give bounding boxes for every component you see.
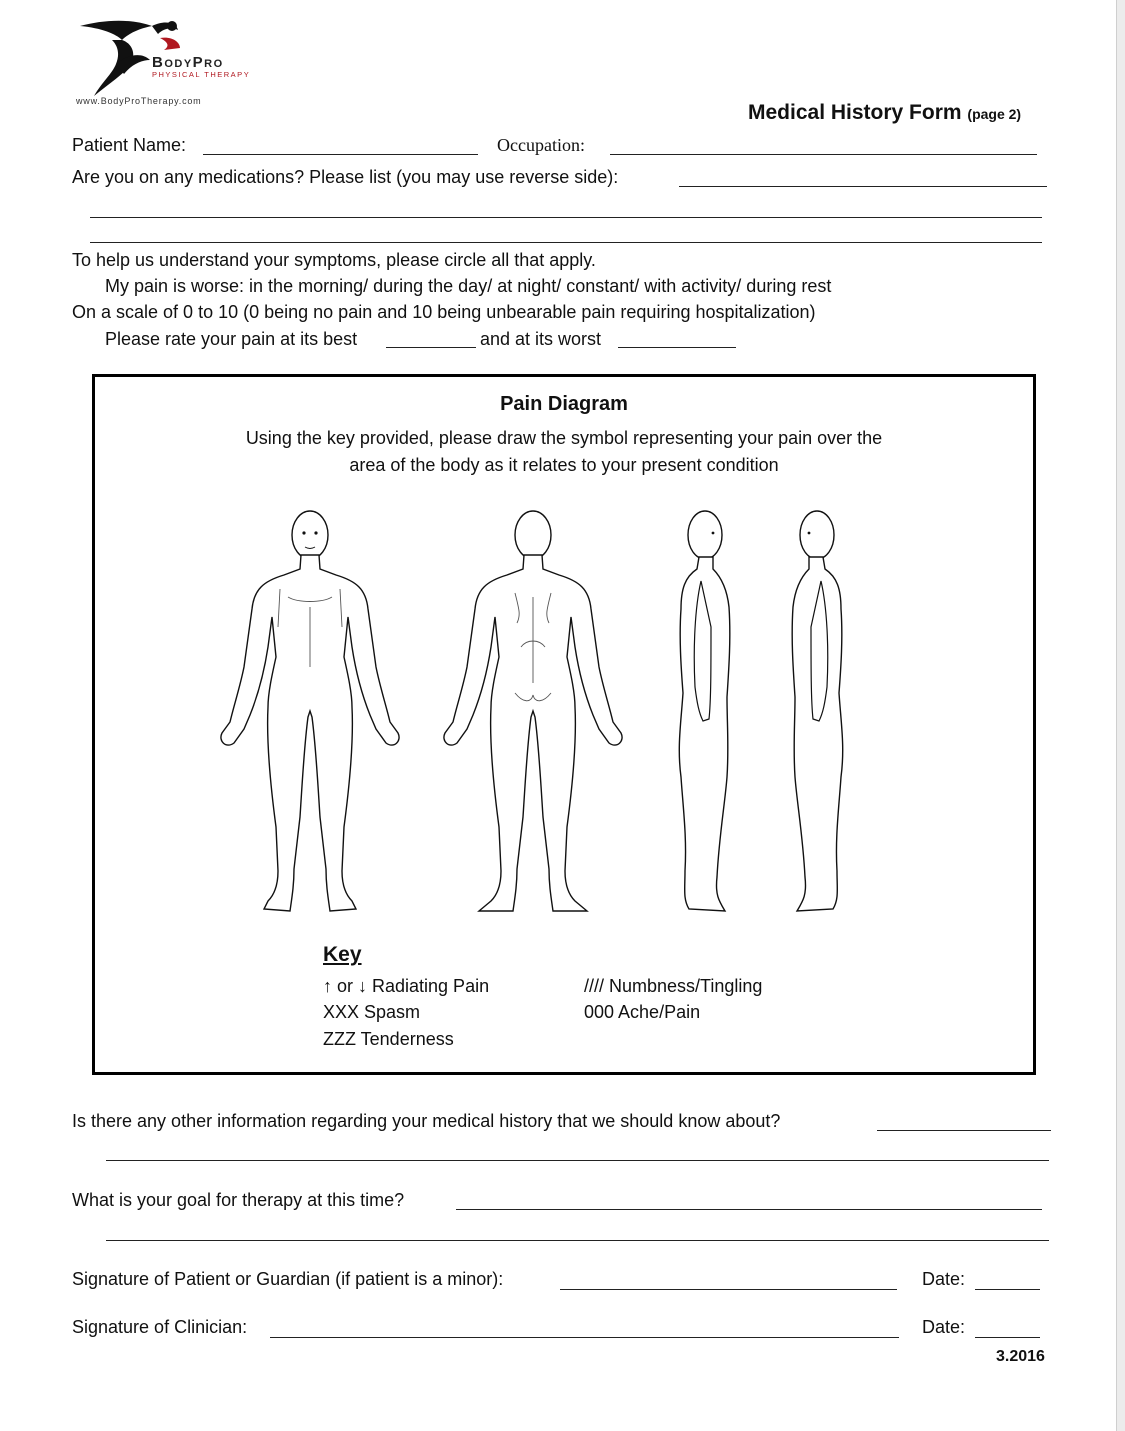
brand-subtitle: PHYSICAL THERAPY	[152, 70, 251, 79]
symptoms-intro: To help us understand your symptoms, please circle all that apply.	[72, 250, 596, 270]
key-tenderness: ZZZ Tenderness	[323, 1029, 454, 1049]
patient-date-field[interactable]	[975, 1289, 1040, 1290]
pain-diagram-instructions	[95, 425, 1033, 479]
patient-name-field[interactable]	[203, 154, 478, 155]
occupation-label: Occupation:	[497, 135, 585, 155]
key-spasm: XXX Spasm	[323, 1002, 421, 1022]
other-info-label: Is there any other information regarding your medical history that we should know about?	[72, 1111, 781, 1131]
goal-field-2[interactable]	[106, 1240, 1049, 1241]
key-title: Key	[323, 943, 362, 966]
occupation-field[interactable]	[610, 154, 1037, 155]
body-right-side-figure[interactable]	[679, 511, 730, 911]
pain-best-field[interactable]	[386, 347, 476, 348]
brand-name: BodyPro	[152, 54, 224, 71]
pain-scale-description: On a scale of 0 to 10 (0 being no pain and 10 being unbearable pain requiring hospitalization)	[72, 302, 816, 322]
medications-label: Are you on any medications? Please list (you may use reverse side):	[72, 167, 619, 187]
pain-diagram-instruction-line-2: area of the body as it relates to your present condition	[349, 455, 779, 475]
body-back-figure[interactable]	[444, 511, 622, 911]
pain-diagram-instruction-line-1: Using the key provided, please draw the symbol representing your pain over the	[245, 428, 883, 448]
clinician-signature-field[interactable]	[270, 1337, 899, 1338]
clinician-date-field[interactable]	[975, 1337, 1040, 1338]
pain-worst-label: and at its worst	[480, 329, 602, 349]
clinician-date-label: Date:	[922, 1317, 966, 1337]
patient-signature-label: Signature of Patient or Guardian (if patient is a minor):	[72, 1269, 504, 1289]
patient-date-label: Date:	[922, 1269, 966, 1289]
patient-name-label: Patient Name:	[72, 135, 187, 155]
key-numbness-tingling: //// Numbness/Tingling	[584, 976, 763, 996]
key-radiating-pain: ↑ or ↓ Radiating Pain	[323, 976, 490, 996]
document-title-text: Medical History Form	[748, 101, 962, 124]
page-edge	[1116, 0, 1125, 1431]
goal-label: What is your goal for therapy at this time?	[72, 1190, 405, 1210]
body-left-side-figure[interactable]	[792, 511, 843, 911]
other-info-field-1[interactable]	[877, 1130, 1051, 1131]
goal-field-1[interactable]	[456, 1209, 1042, 1210]
pain-best-label: Please rate your pain at its best	[105, 329, 358, 349]
pain-worse-options[interactable]: My pain is worse: in the morning/ during the day/ at night/ constant/ with activity/ during rest	[105, 276, 832, 296]
document-page-label: (page 2)	[967, 106, 1022, 122]
key-ache-pain: 000 Ache/Pain	[584, 1002, 701, 1022]
body-front-figure[interactable]	[221, 511, 399, 911]
pain-diagram-title: Pain Diagram	[500, 393, 628, 415]
pain-worst-field[interactable]	[618, 347, 736, 348]
clinician-signature-label: Signature of Clinician:	[72, 1317, 248, 1337]
medications-field-3[interactable]	[90, 242, 1042, 243]
medications-field-1[interactable]	[679, 186, 1047, 187]
document-title	[748, 101, 1021, 125]
other-info-field-2[interactable]	[106, 1160, 1049, 1161]
patient-signature-field[interactable]	[560, 1289, 897, 1290]
medications-field-2[interactable]	[90, 217, 1042, 218]
pain-diagram-box	[92, 374, 1036, 1075]
form-version: 3.2016	[996, 1348, 1045, 1365]
brand-website: www.BodyProTherapy.com	[76, 96, 202, 106]
body-figures[interactable]	[95, 497, 1033, 937]
